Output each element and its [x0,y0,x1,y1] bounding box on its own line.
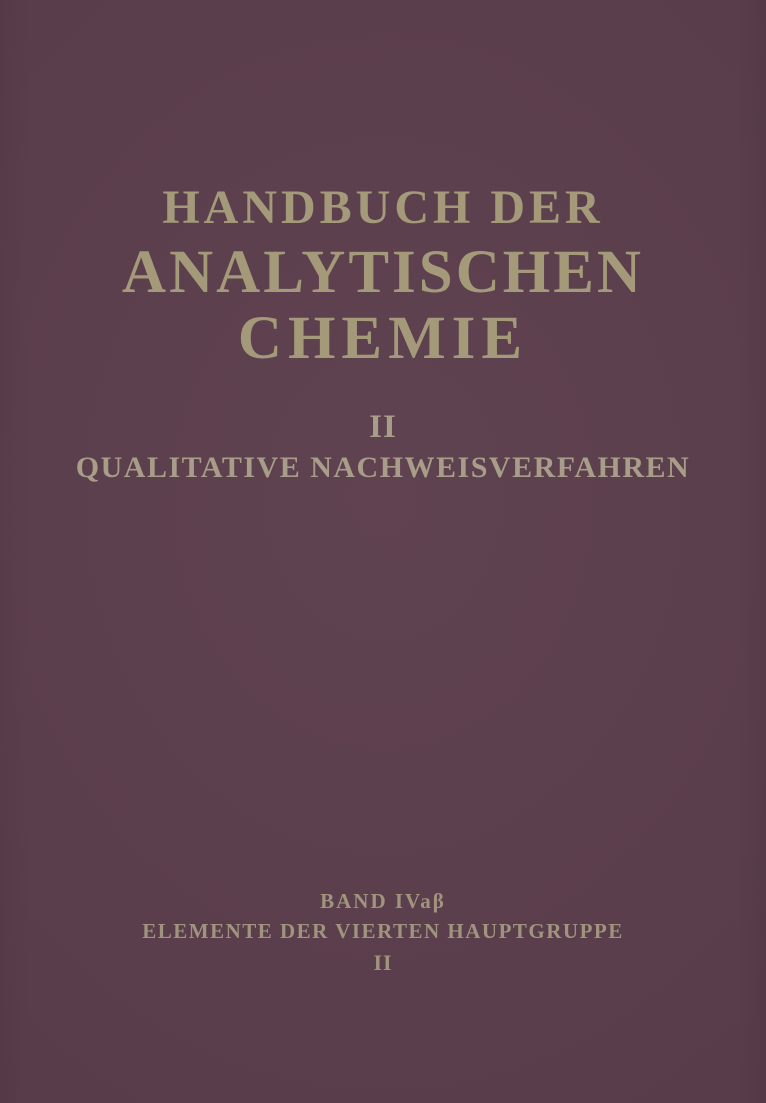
book-title [0,176,766,372]
series-block [0,407,766,488]
book-title-line-3: CHEMIE [237,305,529,372]
book-title-line-2: ANALYTISCHEN [122,239,644,306]
volume-band-label: BAND IVaβ [320,889,446,913]
volume-title: ELEMENTE DER VIERTEN HAUPTGRUPPE [142,919,624,943]
book-title-line-1: HANDBUCH DER [162,181,604,234]
series-number: II [369,409,397,445]
volume-block [0,887,766,978]
series-subtitle: QUALITATIVE NACHWEISVERFAHREN [75,451,691,484]
volume-number: II [373,950,393,975]
